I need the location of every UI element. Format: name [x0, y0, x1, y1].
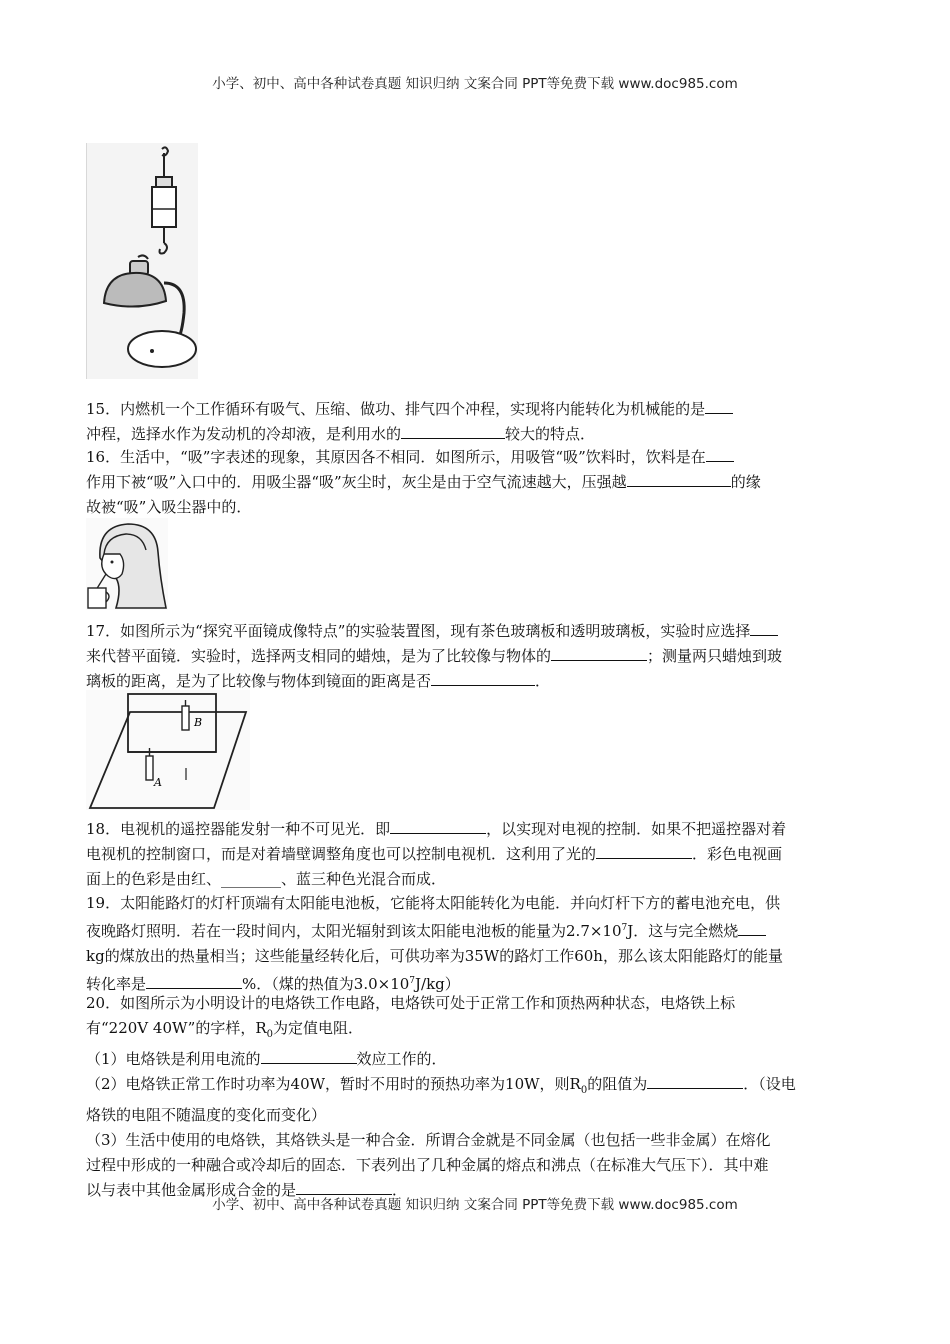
candle-b-label: B [194, 716, 203, 729]
lamp-spring-scale-figure [86, 143, 198, 379]
answer-blank[interactable] [261, 1047, 357, 1064]
question-16: 16．生活中，“吸”字表述的现象，其原因各不相同．如图所示，用吸管“吸”饮料时，饮料是在 作用下被“吸”入口中的．用吸尘器“吸”灰尘时，灰尘是由于空气流速越大，压强越 的缘 故被“吸”入吸尘器中的． [86, 445, 866, 520]
question-20: 20．如图所示为小明设计的电烙铁工作电路，电烙铁可处于正常工作和顶热两种状态，电烙铁上标 有“220V 40W”的字样，$R_0$为定值电阻． （1）电烙铁是利用电流的 效应工作的． （2）电烙铁正常工作时功率为40W，暂时不用时的预热功率为10W，则$R_0$的阻值为 ．（设电 烙铁的电阻不随温度的变化而变化） （3）生活中使用的电烙铁，其烙铁头是一种合金．所谓合金就是不同金属（也包括一些非金属）在熔化 过程中形成的一种融合或冷却后的固态．下表列出了几种金属的熔点和沸点（在标准大气压下）．其中难 以与表中其他金属形成合金的是 ． [86, 994, 796, 1199]
answer-blank[interactable] [705, 397, 733, 414]
answer-blank[interactable] [627, 470, 731, 487]
answer-blank[interactable] [431, 669, 535, 686]
girl-straw-figure [86, 518, 168, 610]
answer-blank[interactable] [401, 422, 505, 439]
answer-blank[interactable] [551, 644, 647, 661]
page-footer: 小学、初中、高中各种试卷真题 知识归纳 文案合同 PPT等免费下载 www.doc985.com [212, 1197, 738, 1213]
question-15: 15．内燃机一个工作循环有吸气、压缩、做功、排气四个冲程，实现将内能转化为机械能的是 冲程，选择水作为发动机的冷却液，是利用水的 较大的特点． [86, 397, 866, 447]
answer-blank[interactable] [706, 445, 734, 462]
question-17: 17．如图所示为“探究平面镜成像特点”的实验装置图，现有茶色玻璃板和透明玻璃板，实验时应选择 来代替平面镜．实验时，选择两支相同的蜡烛，是为了比较像与物体的 ；测量两只蜡烛到玻 璃板的距离，是为了比较像与物体到镜面的距离是否 ． [86, 619, 866, 694]
answer-blank[interactable] [738, 919, 766, 936]
answer-blank[interactable] [146, 972, 242, 989]
plane-mirror-figure [86, 690, 250, 810]
answer-blank[interactable] [750, 619, 778, 636]
question-18: 18．电视机的遥控器能发射一种不可见光．即 ，以实现对电视的控制．如果不把遥控器对着 电视机的控制窗口，而是对着墙壁调整角度也可以控制电视机．这利用了光的 ．彩色电视画 面上的色彩是由红、________、蓝三种色光混合而成． [86, 817, 866, 892]
answer-blank[interactable] [390, 817, 486, 834]
question-19: 19．太阳能路灯的灯杆顶端有太阳能电池板，它能将太阳能转化为电能．并向灯杆下方的蓄电池充电，供 夜晚路灯照明．若在一段时间内，太阳光辐射到该太阳能电池板的能量为$2.7\times 10^7J$．这与完全燃烧 kg的煤放出的热量相当；这些能量经转化后，可供功率为35W的路灯工作60h，那么该太阳能路灯的能量 转化率是 %．（煤的热值为$3.0\times 10^7J/kg$） [86, 894, 783, 993]
page-header: 小学、初中、高中各种试卷真题 知识归纳 文案合同 PPT等免费下载 www.doc985.com [212, 76, 738, 92]
candle-a-label: A [154, 776, 162, 789]
answer-blank[interactable] [596, 842, 692, 859]
answer-blank[interactable] [647, 1072, 743, 1089]
